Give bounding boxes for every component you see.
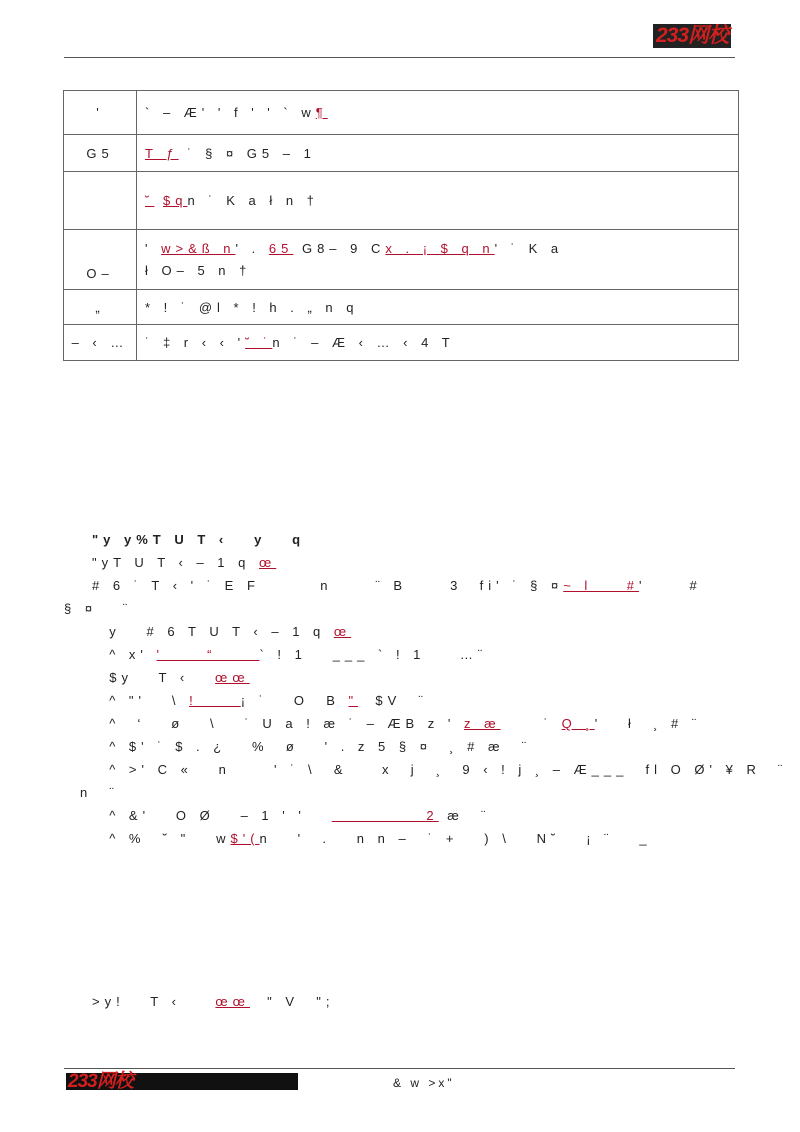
text-line: § ¤ ¨ (64, 601, 133, 616)
text-line: ^ &' O Ø – 1 ' ' 2 æ ¨ (92, 808, 491, 823)
row-text: * ! ˙ @l * ! h . „ n q (145, 299, 359, 315)
row-label: ' (64, 91, 137, 135)
body-text (64, 528, 788, 850)
table-row (64, 91, 739, 135)
footer-rule (64, 1068, 735, 1069)
row-text: ˙ § ¤ G5 – 1 (187, 145, 316, 161)
row-text: ` – Æ' ' f ' ' ` w (145, 105, 316, 120)
row-label: G5 (64, 135, 137, 172)
body-text-last (64, 990, 744, 1013)
table-row (64, 290, 739, 325)
footer-text: & w >x" (393, 1076, 455, 1090)
text-line: ^ >' C « n ' ˙ \ & x j ¸ 9 ‹ ! j ¸ – Æ___ fl O Ø' ¥ R ¨ (92, 762, 788, 777)
text-line: ^ x' ' “ ` ! 1 ___ ` ! 1 …¨ (92, 647, 488, 662)
footer-logo: 233网校 (66, 1073, 298, 1090)
table-row (64, 135, 739, 172)
row-text: G8– 9 C (301, 240, 386, 256)
text-line: ^ $' ˙ $ . ¿ % ø ' . z 5 § ¤ ¸ # æ ¨ (92, 739, 532, 754)
marked-text: T ƒ (145, 145, 179, 161)
row-label: „ (64, 290, 137, 325)
row-text: ' . (235, 240, 269, 256)
text-line: n ¨ (80, 785, 119, 800)
text-line: ^ "' \ ! ¡ ˙ O B " $V ¨ (92, 693, 428, 708)
text-line: ^ ‘ ø \ ˙ U a ! æ ˙ – ÆB z ' z æ ˙ Q ¸' ł ¸ # ¨ (92, 716, 702, 731)
text-line: "yT U T ‹ – 1 q œ (92, 555, 277, 570)
row-label: O– (64, 230, 137, 290)
text-line: y # 6 T U T ‹ – 1 q œ (92, 624, 352, 639)
text-line: # 6 ˙ T ‹ ' ˙ E F n ¨ B 3 fi' ˙ § ¤~ l #' # (92, 578, 702, 593)
marked-text: ˘ ˙ (245, 335, 273, 350)
site-logo: 233网校 (653, 24, 731, 48)
text-line: $y T ‹ œœ (92, 670, 250, 685)
marked-text: w>&ß n (161, 240, 236, 256)
row-text: ' (145, 240, 162, 256)
text-line: ^ % ˘ " w$'(n ' . n n – ˙ + ) \ N˘ ¡ ¨ _ (92, 831, 652, 846)
row-label (64, 172, 137, 230)
text-line: >y! T ‹ œœ " V "; (92, 994, 335, 1009)
table-row (64, 230, 739, 290)
content-table (63, 90, 739, 361)
marked-text: x . ¡ $ q n (385, 240, 495, 256)
marked-text: 65 (268, 240, 294, 256)
row-text: ˙ ‡ r ‹ ‹ ' (145, 335, 246, 350)
row-text: ' ˙ K a (494, 240, 564, 256)
row-text: ł O– 5 n † (145, 262, 252, 278)
row-text: n ˙ K a ł n † (187, 193, 319, 208)
row-text: n ˙ – Æ ‹ … ‹ 4 T (272, 335, 455, 350)
marked-text: ˘ (145, 193, 155, 208)
marked-text: ¶ (315, 105, 328, 120)
marked-text: $q (162, 193, 188, 208)
text-line: "y y%T U T ‹ y q (92, 532, 306, 547)
table-row (64, 325, 739, 361)
row-label: – ‹ … (64, 325, 137, 361)
table-row (64, 172, 739, 230)
header-rule (64, 57, 735, 58)
